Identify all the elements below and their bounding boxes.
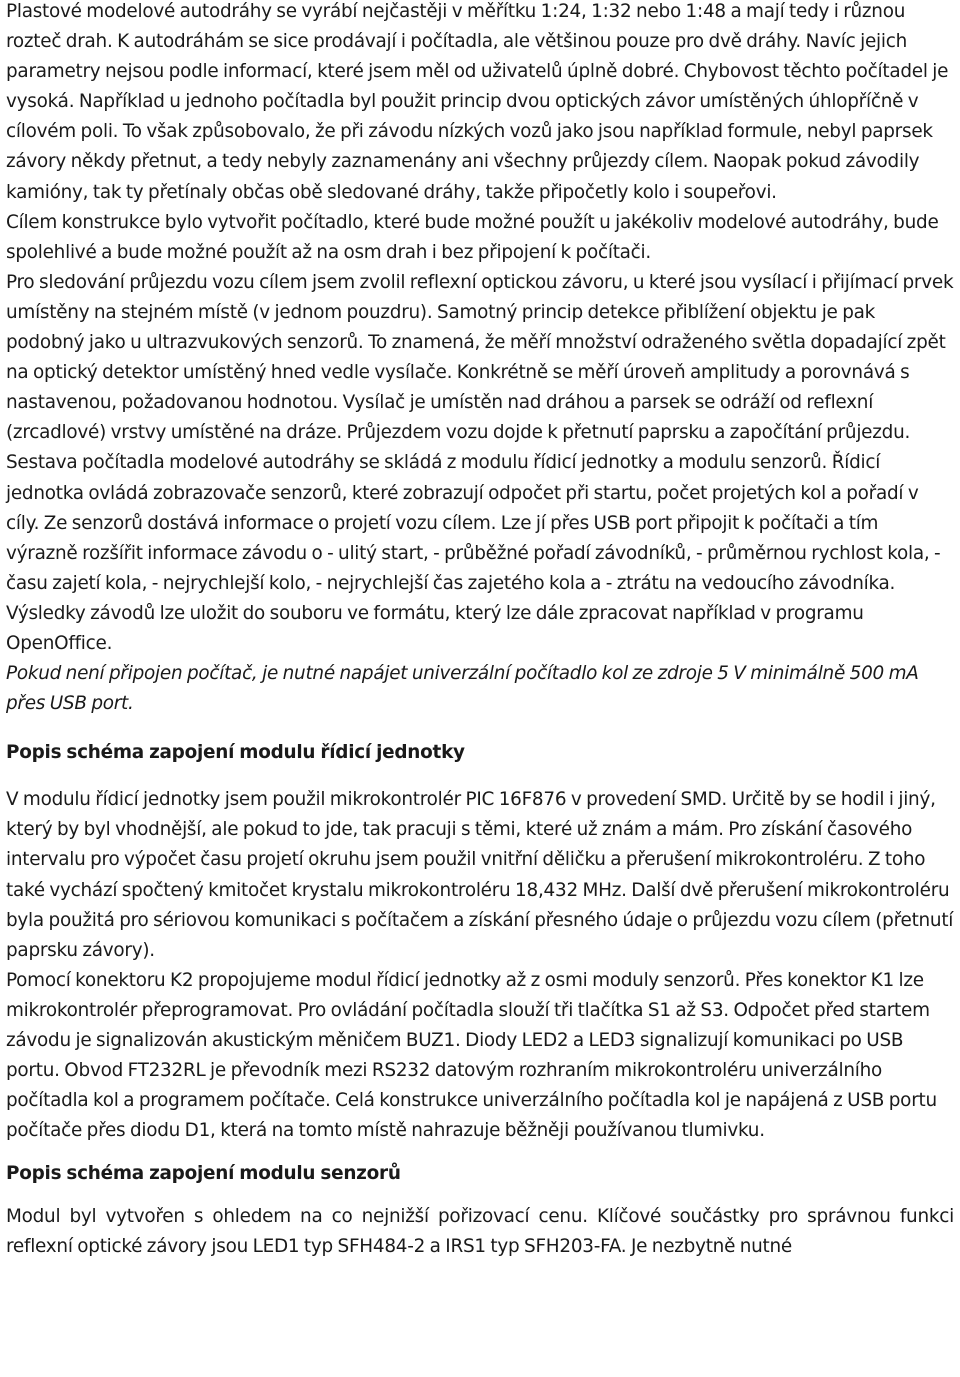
section-heading-control-unit: Popis schéma zapojení modulu řídicí jednotky [6, 742, 465, 764]
intro-paragraph-1: Plastové modelové autodráhy se vyrábí nejčastěji v měřítku 1:24, 1:32 nebo 1:48 a mají tedy i různou rozteč drah. K autodráhám se sice prodávají i počítadla, ale většinou pouze pro dvě dráhy. Navíc jejich parametry nejsou podle informací, které jsem měl od uživatelů úplně dobré. Chybovost těchto počítadel je vysoká. Například u jednoho počítadla byl použit princip dvou optických závor umístěných úhlopříčně v cílovém poli. To však způsobovalo, že při závodu nízkých vozů jako jsou například formule, nebyl paprsek závory někdy přetnut, a tedy nebyly zaznamenány ani všechny průjezdy cílem. Naopak pokud závodily kamióny, tak ty přetínaly občas obě sledované dráhy, takže připočetly kolo i soupeřovi. [6, 1, 949, 203]
intro-paragraph-4: Sestava počítadla modelové autodráhy se skládá z modulu řídicí jednotky a modulu senzorů. Řídicí jednotka ovládá zobrazovače senzorů, které zobrazují odpočet při startu, počet projetých kol a pořadí v cíly. Ze senzorů dostává informace o projetí vozu cílem. Lze jí přes USB port připojit k počítači a tím výrazně rozšířit informace závodu o - ulitý start, - průběžné pořadí závodníků, - průměrnou rychlost kola, - času zajetí kola, - nejrychlejší kolo, - nejrychlejší čas zajetého kola a - ztrátu na vedoucího závodníka. Výsledky závodů lze uložit do souboru ve formátu, který lze dále zpracovat například v programu OpenOffice. [6, 452, 941, 654]
section-heading-sensors: Popis schéma zapojení modulu senzorů [6, 1163, 401, 1185]
control-unit-paragraph-2: Pomocí konektoru K2 propojujeme modul řídicí jednotky až z osmi moduly senzorů. Přes konektor K1 lze mikrokontrolér přeprogramovat. Pro ovládání počítadla slouží tři tlačítka S1 až S3. Odpočet před startem závodu je signalizován akustickým měničem BUZ1. Diody LED2 a LED3 signalizují komunikaci po USB portu. Obvod FT232RL je převodník mezi RS232 datovým rozhraním mikrokontroléru univerzálního počítadla kol a programem počítače. Celá konstrukce univerzálního počítadla kol je napájená z USB portu počítače přes diodu D1, která na tomto místě nahrazuje běžněji používanou tlumivku. [6, 969, 937, 1142]
control-unit-paragraph-1: V modulu řídicí jednotky jsem použil mikrokontrolér PIC 16F876 v provedení SMD. Určitě by se hodil i jiný, který by byl vhodnější, ale pokud to jde, tak pracuji s těmi, které už znám a mám. Pro získání časového intervalu pro výpočet času projetí okruhu jsem použil vnitřní děličku a přerušení mikrokontroléru. Z toho také vychází spočtený kmitočet krystalu mikrokontroléru 18,432 MHz. Další dvě přerušení mikrokontroléru byla použitá pro sériovou komunikaci s počítačem a získání přesného údaje o průjezdu vozu cílem (přetnutí paprsku závory). [6, 789, 954, 961]
italic-note: Pokud není připojen počítač, je nutné napájet univerzální počítadlo kol ze zdroje 5 V minimálně 500 mA přes USB port. [6, 663, 919, 715]
sensors-paragraph-1: Modul byl vytvořen s ohledem na co nejnižší pořizovací cenu. Klíčové součástky pro správnou funkci reflexní optické závory jsou LED1 typ SFH484-2 a IRS1 typ SFH203-FA. Je nezbytně nutné [6, 1206, 954, 1258]
intro-paragraph-2: Cílem konstrukce bylo vytvořit počítadlo, které bude možné použít u jakékoliv modelové autodráhy, bude spolehlivé a bude možné použít až na osm drah i bez připojení k počítači. [6, 211, 939, 263]
intro-paragraph-3: Pro sledování průjezdu vozu cílem jsem zvolil reflexní optickou závoru, u které jsou vysílací i přijímací prvek umístěny na stejném místě (v jednom pouzdru). Samotný princip detekce přiblížení objektu je pak podobný jako u ultrazvukových senzorů. To znamená, že měří množství odraženého světla dopadající zpět na optický detektor umístěný hned vedle vysílače. Konkrétně se měří úroveň amplitudy a porovnává s nastavenou, požadovanou hodnotou. Vysílač je umístěn nad dráhou a parsek se odráží od reflexní (zrcadlové) vrstvy umístěné na dráze. Průjezdem vozu dojde k přetnutí paprsku a započítání průjezdu. [6, 271, 954, 444]
